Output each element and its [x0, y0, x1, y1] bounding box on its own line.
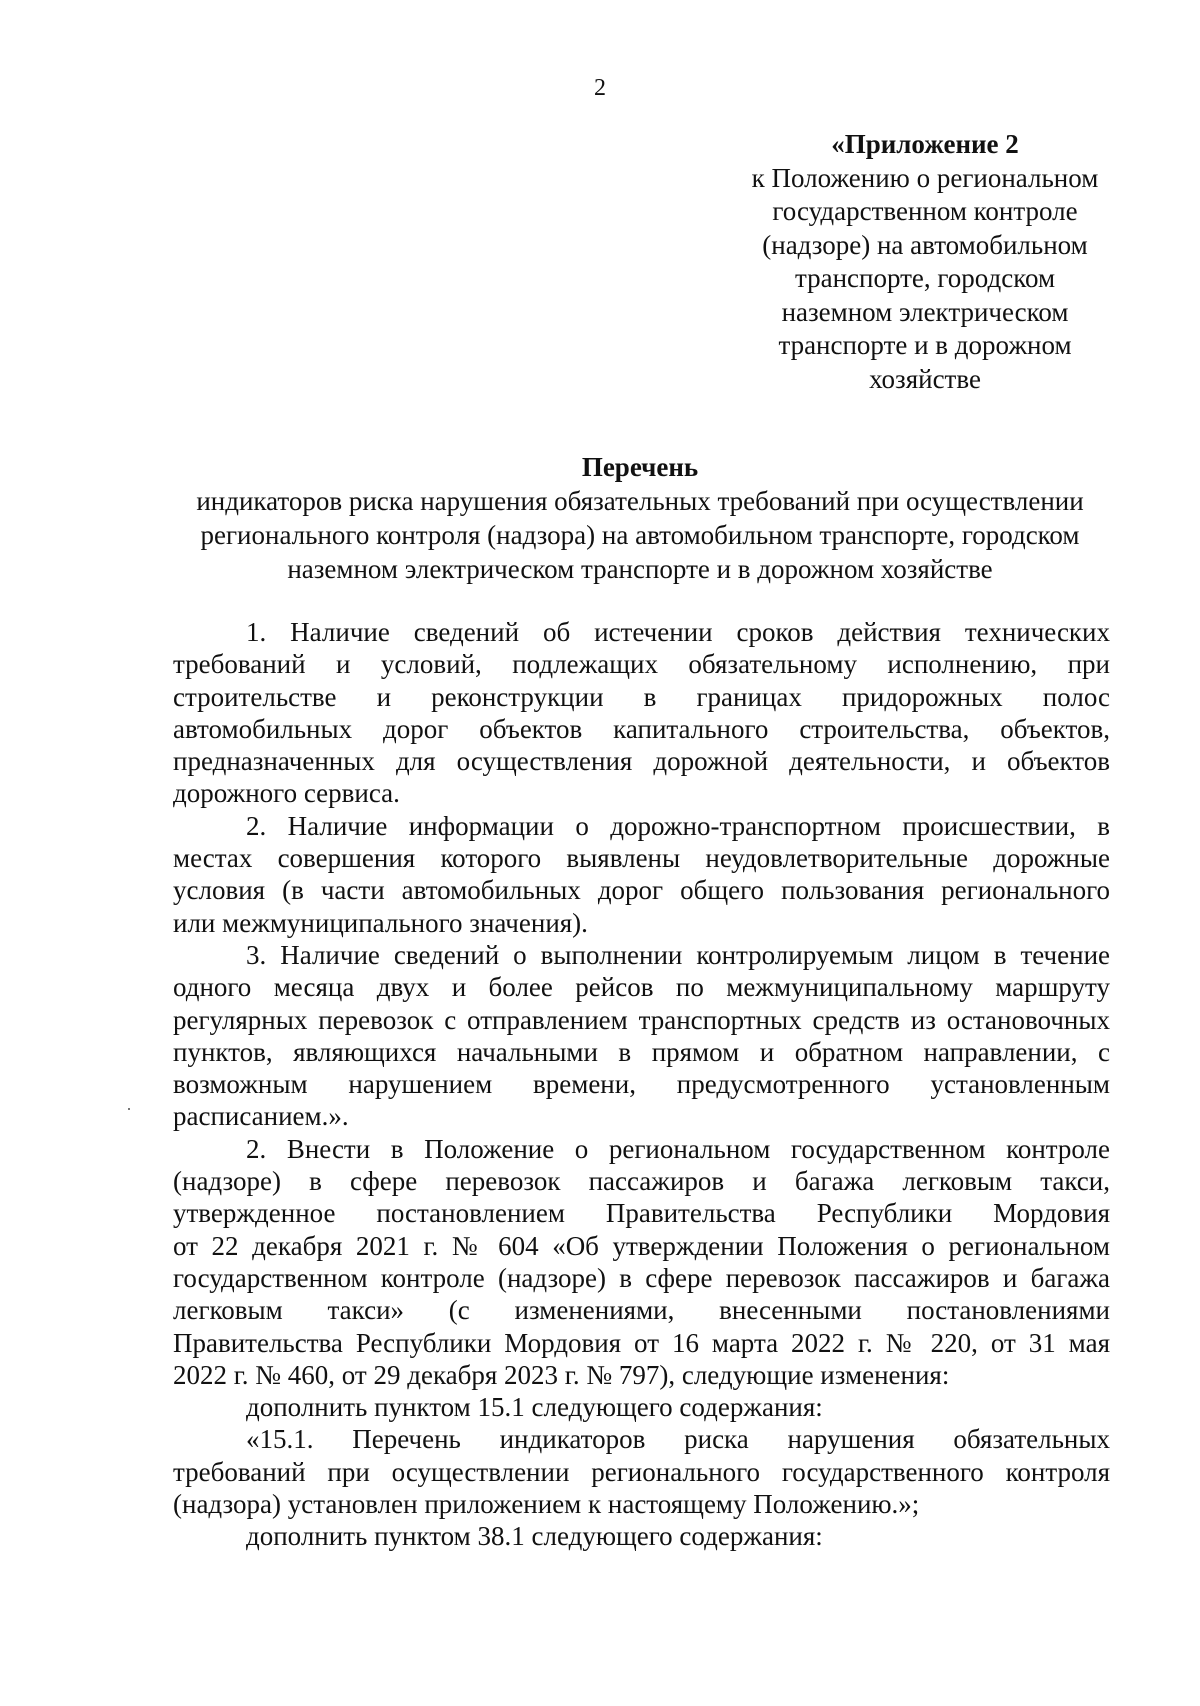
paragraph-indicator-2 [173, 810, 1110, 939]
body-line: 3. Наличие сведений о выполнении контролируемым лицом в течение [246, 939, 1110, 970]
body-line: автомобильных дорог объектов капитального строительства, объектов, [173, 713, 1110, 744]
document-heading [170, 450, 1110, 586]
body-line: 2. Внести в Положение о региональном государственном контроле [246, 1133, 1110, 1164]
appendix-line: наземном электрическом [781, 296, 1069, 327]
body-line: одного месяца двух и более рейсов по межмуниципальному маршруту [173, 972, 1110, 1003]
body-line: регулярных перевозок с отправлением транспортных средств из остановочных [173, 1004, 1110, 1035]
heading-line: индикаторов риска нарушения обязательных требований при осуществлении [196, 486, 1084, 516]
appendix-line: транспорте и в дорожном [778, 330, 1072, 360]
body-line: дополнить пунктом 15.1 следующего содержания: [246, 1392, 823, 1423]
body-line: пунктов, являющихся начальными в прямом и обратном направлении, с [173, 1036, 1110, 1067]
paragraph-indicator-1 [173, 616, 1110, 810]
body-line: государственном контроле (надзоре) в сфере перевозок пассажиров и багажа [173, 1262, 1110, 1293]
body-line: (надзора) установлен приложением к настоящему Положению.»; [173, 1489, 920, 1520]
appendix-line: транспорте, городском [794, 263, 1056, 293]
appendix-line: государственном контроле [772, 196, 1078, 226]
appendix-title: «Приложение 2 [831, 129, 1019, 159]
body-line: 2022 г. № 460, от 29 декабря 2023 г. № 797), следующие изменения: [173, 1359, 950, 1390]
body-line: возможным нарушением времени, предусмотренного установленным [173, 1069, 1110, 1100]
body-line: легковым такси» (с изменениями, внесенными постановлениями [173, 1295, 1110, 1326]
appendix-line: к Положению о региональном [751, 162, 1099, 193]
body-line: от 22 декабря 2021 г. № 604 «Об утверждении Положения о региональном [173, 1230, 1110, 1261]
body-line: (надзоре) в сфере перевозок пассажиров и багажа легковым такси, [173, 1166, 1110, 1197]
paragraph-indicator-3 [173, 939, 1110, 1133]
body-line: дорожного сервиса. [173, 778, 400, 809]
paragraph-add-38-1 [173, 1520, 1110, 1552]
paragraph-add-15-1 [173, 1391, 1110, 1423]
body-line: расписанием.». [173, 1101, 349, 1132]
body-line: дополнить пунктом 38.1 следующего содержания: [246, 1521, 823, 1552]
body-line: Правительства Республики Мордовия от 16 марта 2022 г. № 220, от 31 мая [173, 1327, 1110, 1358]
appendix-line: хозяйстве [869, 363, 981, 394]
body-line: утвержденное постановлением Правительства Республики Мордовия [173, 1198, 1110, 1229]
body-line: «15.1. Перечень индикаторов риска нарушения обязательных [246, 1424, 1110, 1455]
heading-line: наземном электрическом транспорте и в дорожном хозяйстве [287, 554, 993, 584]
body-line: предназначенных для осуществления дорожной деятельности, и объектов [173, 746, 1110, 777]
body-line: требований и условий, подлежащих обязательному исполнению, при [173, 649, 1110, 680]
heading-title: Перечень [581, 452, 699, 482]
appendix-header [690, 128, 1160, 396]
paragraph-item-15-1 [173, 1423, 1110, 1520]
body-line: 2. Наличие информации о дорожно-транспортном происшествии, в [246, 810, 1110, 841]
document-body [173, 616, 1110, 1553]
body-line: местах совершения которого выявлены неудовлетворительные дорожные [173, 843, 1110, 874]
page-number: 2 [594, 75, 606, 101]
body-line: требований при осуществлении регионального государственного контроля [173, 1456, 1110, 1487]
body-line: или межмуниципального значения). [173, 907, 588, 938]
paragraph-amendment-2 [173, 1133, 1110, 1391]
body-line: строительстве и реконструкции в границах придорожных полос [173, 681, 1110, 712]
appendix-line: (надзоре) на автомобильном [762, 229, 1088, 260]
heading-line: регионального контроля (надзора) на автомобильном транспорте, городском [200, 520, 1080, 550]
body-line: 1. Наличие сведений об истечении сроков действия технических [246, 617, 1110, 647]
scan-speck [128, 1108, 130, 1110]
body-line: условия (в части автомобильных дорог общего пользования регионального [173, 875, 1110, 906]
